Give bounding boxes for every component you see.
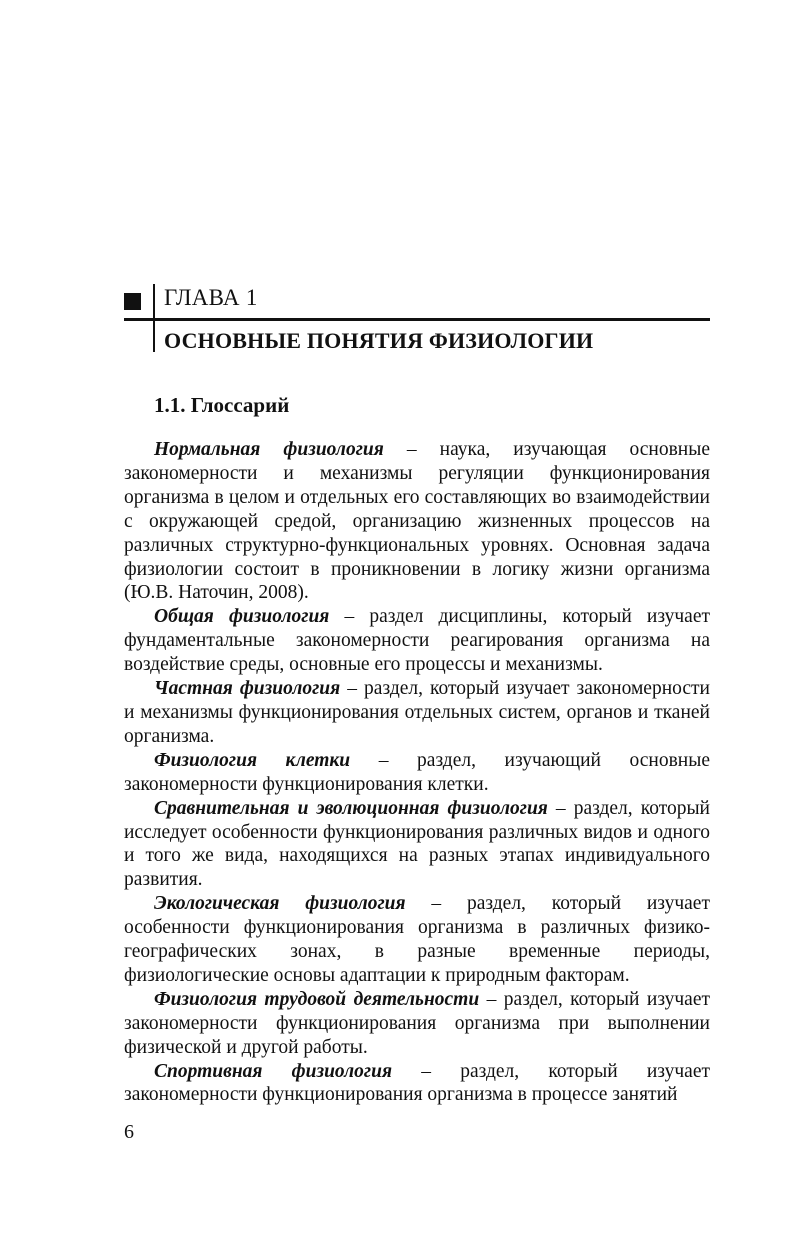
glossary-definition: – раздел дисциплины, который изучает фундаментальные закономерности реагирования организма на воздействие среды, основные его процессы и механизмы.	[124, 606, 711, 676]
chapter-marker-square	[124, 293, 141, 310]
glossary-definition: – раздел, изучающий основные закономерности функционирования клетки.	[124, 749, 710, 795]
glossary-term: Спортивная физиология	[154, 1060, 393, 1082]
page-number: 6	[124, 1121, 134, 1143]
glossary-entry	[124, 988, 710, 1060]
glossary-term: Физиология клетки	[154, 749, 351, 771]
glossary-term: Экологическая физиология	[154, 893, 406, 915]
glossary-term: Частная физиология	[154, 678, 341, 700]
glossary-definition: – раздел, который изучает закономерности функционирования организма при выполнении физической и другой работы.	[124, 988, 710, 1058]
chapter-title: ОСНОВНЫЕ ПОНЯТИЯ ФИЗИОЛОГИИ	[164, 328, 594, 353]
glossary-definition: – раздел, который изучает закономерности и механизмы функционирования отдельных систем, органов и тканей организма.	[124, 678, 710, 747]
chapter-number: ГЛАВА 1	[164, 285, 258, 310]
glossary-definition: – раздел, который изучает особенности функционирования организма в различных физико-географических зонах, в разные временные периоды, физиологические основы адаптации к природным факторам.	[124, 893, 710, 986]
section-title: 1.1. Глоссарий	[154, 393, 290, 417]
glossary-entry	[124, 605, 710, 677]
chapter-horizontal-rule	[124, 318, 710, 321]
glossary-definition: – раздел, который исследует особенности функционирования различных видов и одного и того же вида, находящихся на разных этапах индивидуального развития.	[124, 797, 710, 891]
glossary-definition: – наука, изучающая основные закономерности и механизмы регуляции функционирования организма в целом и отдельных его составляющих во взаимодействии с окружающей средой, организацию жизненных процессов на различных структурно-функциональных уровнях. Основная задача физиологии состоит в проникновении в логику жизни организма (Ю.В. Наточин, 2008).	[124, 439, 710, 604]
glossary-term: Нормальная физиология	[154, 439, 384, 460]
glossary-entry	[124, 749, 710, 797]
chapter-header	[124, 284, 710, 354]
glossary-entry	[124, 1060, 710, 1108]
glossary-entry	[124, 797, 710, 893]
glossary-definition: – раздел, который изучает закономерности функционирования организма в процессе занятий	[124, 1060, 710, 1106]
glossary-body	[124, 438, 710, 1107]
glossary-term: Сравнительная и эволюционная физиология	[154, 797, 548, 819]
glossary-term: Физиология трудовой деятельности	[154, 988, 480, 1010]
glossary-entry	[124, 892, 710, 988]
glossary-entry	[124, 677, 710, 749]
glossary-term: Общая физиология	[154, 606, 330, 628]
glossary-entry	[124, 438, 710, 605]
